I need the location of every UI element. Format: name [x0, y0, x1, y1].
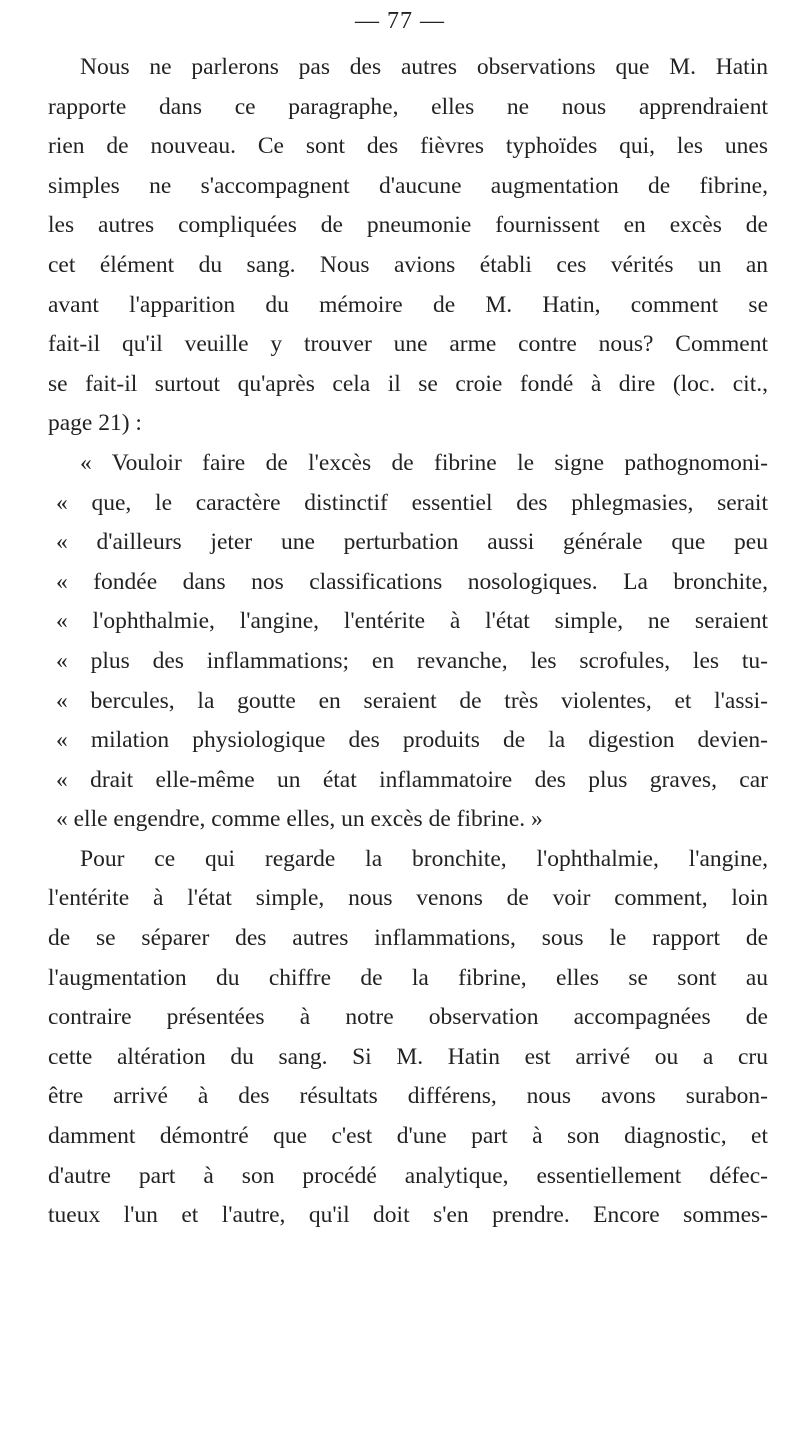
quote-line: « que, le caractère distinctif essentiel des phlegmasies, serait [56, 489, 768, 516]
text-line: cette altération du sang. Si M. Hatin est arrivé ou a cru [48, 1043, 768, 1070]
text-line: de se séparer des autres inflammations, sous le rapport de [48, 925, 768, 952]
quote-line: « bercules, la goutte en seraient de très violentes, et l'assi- [56, 687, 768, 714]
quote-line: « fondée dans nos classifications nosologiques. La bronchite, [56, 568, 768, 595]
quote-line: « l'ophthalmie, l'angine, l'entérite à l'état simple, ne seraient [56, 608, 768, 635]
quote-line: « drait elle-même un état inflammatoire des plus graves, car [56, 766, 768, 793]
text-line: se fait-il surtout qu'après cela il se croie fondé à dire (loc. cit., [48, 370, 768, 397]
text-line: être arrivé à des résultats différens, nous avons surabon- [48, 1083, 768, 1110]
text-line: tueux l'un et l'autre, qu'il doit s'en prendre. Encore sommes- [48, 1202, 768, 1229]
text-line: rapporte dans ce paragraphe, elles ne nous apprendraient [48, 93, 768, 120]
text-line: damment démontré que c'est d'une part à son diagnostic, et [48, 1123, 768, 1150]
quote-line: « plus des inflammations; en revanche, les scrofules, les tu- [56, 647, 768, 674]
page-number: — 77 — [355, 8, 445, 34]
text-line: rien de nouveau. Ce sont des fièvres typhoïdes qui, les unes [48, 133, 768, 160]
text-line: fait-il qu'il veuille y trouver une arme contre nous? Comment [48, 331, 768, 358]
text-line: contraire présentées à notre observation accompagnées de [48, 1004, 768, 1031]
quote-line: « elle engendre, comme elles, un excès de fibrine. » [56, 806, 543, 833]
text-line: l'augmentation du chiffre de la fibrine, elles se sont au [48, 964, 768, 991]
quote-line: « d'ailleurs jeter une perturbation aussi générale que peu [56, 529, 768, 556]
body-text [48, 48, 768, 1236]
quote-line: « Vouloir faire de l'excès de fibrine le signe pathognomoni- [80, 449, 768, 476]
text-line: simples ne s'accompagnent d'aucune augmentation de fibrine, [48, 172, 768, 199]
quote-line: « milation physiologique des produits de la digestion devien- [56, 727, 768, 754]
text-line: d'autre part à son procédé analytique, essentiellement défec- [48, 1162, 768, 1189]
text-line: page 21) : [48, 410, 142, 437]
text-line: Nous ne parlerons pas des autres observations que M. Hatin [80, 54, 768, 80]
text-line: l'entérite à l'état simple, nous venons de voir comment, loin [48, 885, 768, 912]
text-line: avant l'apparition du mémoire de M. Hatin, comment se [48, 291, 768, 318]
text-line: cet élément du sang. Nous avions établi ces vérités un an [48, 251, 768, 278]
text-line: les autres compliquées de pneumonie fournissent en excès de [48, 212, 768, 239]
text-line: Pour ce qui regarde la bronchite, l'ophthalmie, l'angine, [80, 845, 768, 872]
